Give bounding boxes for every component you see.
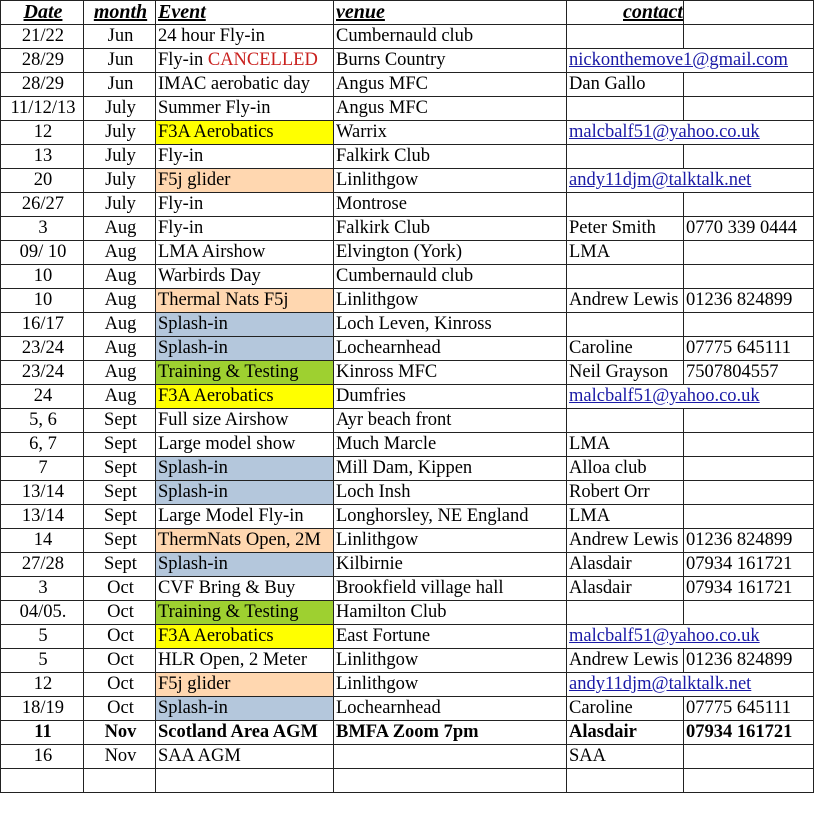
cell-contact: Neil Grayson bbox=[567, 361, 684, 385]
cell-event bbox=[156, 49, 334, 73]
cell-date: 16/17 bbox=[1, 313, 84, 337]
cell-month: Aug bbox=[84, 313, 156, 337]
table-row bbox=[1, 385, 814, 409]
cell-venue: Burns Country bbox=[334, 49, 567, 73]
cell-contact: Dan Gallo bbox=[567, 73, 684, 97]
cell-contact bbox=[567, 265, 684, 289]
cell-contact: LMA bbox=[567, 505, 684, 529]
cell-month: Sept bbox=[84, 457, 156, 481]
cell-contact: SAA bbox=[567, 745, 684, 769]
table-row bbox=[1, 73, 814, 97]
email-link[interactable]: malcbalf51@yahoo.co.uk bbox=[567, 385, 684, 409]
header-phone bbox=[684, 1, 814, 25]
cell-venue: Linlithgow bbox=[334, 649, 567, 673]
cell-venue: Loch Insh bbox=[334, 481, 567, 505]
cell-event: Fly-in bbox=[156, 193, 334, 217]
table-row bbox=[1, 457, 814, 481]
cell-phone: 01236 824899 bbox=[684, 529, 814, 553]
cell-event: Splash-in bbox=[156, 697, 334, 721]
cell-contact: LMA bbox=[567, 241, 684, 265]
cell-contact bbox=[567, 145, 684, 169]
cell-month: Oct bbox=[84, 697, 156, 721]
cell-date: 13/14 bbox=[1, 505, 84, 529]
cell-contact: Andrew Lewis bbox=[567, 649, 684, 673]
cell-contact: Alasdair bbox=[567, 577, 684, 601]
table-row bbox=[1, 361, 814, 385]
cell-event: Splash-in bbox=[156, 457, 334, 481]
table-row bbox=[1, 481, 814, 505]
cell-venue: Warrix bbox=[334, 121, 567, 145]
cell-contact bbox=[567, 769, 684, 793]
cell-date: 11 bbox=[1, 721, 84, 745]
cell-date: 28/29 bbox=[1, 73, 84, 97]
table-row bbox=[1, 289, 814, 313]
cell-venue: Cumbernauld club bbox=[334, 25, 567, 49]
cell-phone bbox=[684, 505, 814, 529]
cell-month: Nov bbox=[84, 745, 156, 769]
table-row bbox=[1, 169, 814, 193]
cell-date: 13 bbox=[1, 145, 84, 169]
cell-month: Aug bbox=[84, 217, 156, 241]
cell-date: 3 bbox=[1, 217, 84, 241]
cell-venue: BMFA Zoom 7pm bbox=[334, 721, 567, 745]
cell-event: ThermNats Open, 2M bbox=[156, 529, 334, 553]
cell-venue: Kilbirnie bbox=[334, 553, 567, 577]
cell-venue: Angus MFC bbox=[334, 97, 567, 121]
cell-contact: LMA bbox=[567, 433, 684, 457]
table-row bbox=[1, 49, 814, 73]
cell-event: F3A Aerobatics bbox=[156, 121, 334, 145]
table-row bbox=[1, 505, 814, 529]
cell-date: 23/24 bbox=[1, 361, 84, 385]
table-row bbox=[1, 313, 814, 337]
cell-month: Oct bbox=[84, 601, 156, 625]
cell-date: 09/ 10 bbox=[1, 241, 84, 265]
cell-month: July bbox=[84, 121, 156, 145]
cell-venue: Longhorsley, NE England bbox=[334, 505, 567, 529]
cell-month: Nov bbox=[84, 721, 156, 745]
cell-month: Sept bbox=[84, 505, 156, 529]
cell-venue: Linlithgow bbox=[334, 529, 567, 553]
cell-event: LMA Airshow bbox=[156, 241, 334, 265]
table-row bbox=[1, 769, 814, 793]
cell-event: Splash-in bbox=[156, 481, 334, 505]
cell-event: IMAC aerobatic day bbox=[156, 73, 334, 97]
table-row bbox=[1, 529, 814, 553]
cell-date: 14 bbox=[1, 529, 84, 553]
cell-event: F3A Aerobatics bbox=[156, 625, 334, 649]
cell-phone: 01236 824899 bbox=[684, 289, 814, 313]
cell-date: 12 bbox=[1, 121, 84, 145]
cell-month bbox=[84, 769, 156, 793]
table-row bbox=[1, 697, 814, 721]
cancelled-label: CANCELLED bbox=[207, 50, 318, 70]
cell-month: July bbox=[84, 145, 156, 169]
cell-venue: Much Marcle bbox=[334, 433, 567, 457]
cell-event: Warbirds Day bbox=[156, 265, 334, 289]
cell-phone bbox=[684, 745, 814, 769]
cell-phone bbox=[684, 241, 814, 265]
cell-phone: 7507804557 bbox=[684, 361, 814, 385]
cell-date: 11/12/13 bbox=[1, 97, 84, 121]
cell-contact bbox=[567, 193, 684, 217]
cell-event: Full size Airshow bbox=[156, 409, 334, 433]
cell-contact: Robert Orr bbox=[567, 481, 684, 505]
cell-contact: Alasdair bbox=[567, 553, 684, 577]
cell-venue: Falkirk Club bbox=[334, 217, 567, 241]
email-link[interactable]: andy11djm@talktalk.net bbox=[567, 169, 684, 193]
cell-event: Large Model Fly-in bbox=[156, 505, 334, 529]
cell-venue bbox=[334, 745, 567, 769]
cell-venue: Montrose bbox=[334, 193, 567, 217]
cell-date: 5 bbox=[1, 625, 84, 649]
table-row bbox=[1, 649, 814, 673]
cell-event: Thermal Nats F5j bbox=[156, 289, 334, 313]
cell-venue: Falkirk Club bbox=[334, 145, 567, 169]
cell-phone bbox=[684, 601, 814, 625]
table-row bbox=[1, 25, 814, 49]
cell-event: F5j glider bbox=[156, 169, 334, 193]
cell-phone: 0770 339 0444 bbox=[684, 217, 814, 241]
cell-venue: Linlithgow bbox=[334, 169, 567, 193]
cell-phone bbox=[684, 25, 814, 49]
cell-venue: Elvington (York) bbox=[334, 241, 567, 265]
cell-contact bbox=[567, 409, 684, 433]
cell-event: Training & Testing bbox=[156, 601, 334, 625]
cell-contact bbox=[567, 25, 684, 49]
cell-event: CVF Bring & Buy bbox=[156, 577, 334, 601]
cell-venue: Lochearnhead bbox=[334, 697, 567, 721]
header-month: month bbox=[84, 1, 156, 25]
cell-month: Aug bbox=[84, 361, 156, 385]
cell-month: July bbox=[84, 97, 156, 121]
cell-date: 7 bbox=[1, 457, 84, 481]
table-row bbox=[1, 745, 814, 769]
cell-month: Sept bbox=[84, 553, 156, 577]
cell-contact: Andrew Lewis bbox=[567, 529, 684, 553]
cell-date: 6, 7 bbox=[1, 433, 84, 457]
cell-event: Splash-in bbox=[156, 553, 334, 577]
cell-date: 16 bbox=[1, 745, 84, 769]
table-row bbox=[1, 673, 814, 697]
cell-phone bbox=[684, 481, 814, 505]
cell-phone bbox=[684, 457, 814, 481]
cell-event: Splash-in bbox=[156, 313, 334, 337]
cell-date: 28/29 bbox=[1, 49, 84, 73]
cell-date: 27/28 bbox=[1, 553, 84, 577]
email-link[interactable]: nickonthemove1@gmail.com bbox=[567, 49, 684, 73]
cell-date: 18/19 bbox=[1, 697, 84, 721]
cell-venue: Ayr beach front bbox=[334, 409, 567, 433]
email-link[interactable]: andy11djm@talktalk.net bbox=[567, 673, 684, 697]
cell-month: Sept bbox=[84, 529, 156, 553]
cell-phone: 07934 161721 bbox=[684, 553, 814, 577]
cell-event: SAA AGM bbox=[156, 745, 334, 769]
cell-venue: Angus MFC bbox=[334, 73, 567, 97]
cell-event: HLR Open, 2 Meter bbox=[156, 649, 334, 673]
cell-contact: Caroline bbox=[567, 697, 684, 721]
cell-month: Sept bbox=[84, 481, 156, 505]
cell-month: Aug bbox=[84, 241, 156, 265]
cell-venue: Hamilton Club bbox=[334, 601, 567, 625]
cell-venue: Linlithgow bbox=[334, 673, 567, 697]
cell-month: Oct bbox=[84, 649, 156, 673]
cell-event bbox=[156, 769, 334, 793]
cell-date: 04/05. bbox=[1, 601, 84, 625]
cell-venue: Dumfries bbox=[334, 385, 567, 409]
table-row bbox=[1, 145, 814, 169]
cell-date: 21/22 bbox=[1, 25, 84, 49]
cell-month: Aug bbox=[84, 385, 156, 409]
cell-event: Large model show bbox=[156, 433, 334, 457]
table-row bbox=[1, 577, 814, 601]
cell-venue bbox=[334, 769, 567, 793]
cell-phone bbox=[684, 193, 814, 217]
event-label: Fly-in bbox=[158, 50, 204, 70]
cell-date: 12 bbox=[1, 673, 84, 697]
cell-contact: Alloa club bbox=[567, 457, 684, 481]
cell-month: Oct bbox=[84, 673, 156, 697]
cell-date: 24 bbox=[1, 385, 84, 409]
cell-venue: Mill Dam, Kippen bbox=[334, 457, 567, 481]
cell-venue: Brookfield village hall bbox=[334, 577, 567, 601]
table-row bbox=[1, 265, 814, 289]
cell-event: F3A Aerobatics bbox=[156, 385, 334, 409]
cell-contact: Andrew Lewis bbox=[567, 289, 684, 313]
header-event: Event bbox=[156, 1, 334, 25]
cell-phone bbox=[684, 433, 814, 457]
cell-phone: 07775 645111 bbox=[684, 337, 814, 361]
cell-contact bbox=[567, 97, 684, 121]
cell-date: 10 bbox=[1, 265, 84, 289]
cell-phone: 07775 645111 bbox=[684, 697, 814, 721]
cell-date: 3 bbox=[1, 577, 84, 601]
table-row bbox=[1, 625, 814, 649]
table-row bbox=[1, 601, 814, 625]
cell-contact bbox=[567, 313, 684, 337]
cell-venue: Kinross MFC bbox=[334, 361, 567, 385]
email-link[interactable]: malcbalf51@yahoo.co.uk bbox=[567, 121, 684, 145]
header-date: Date bbox=[1, 1, 84, 25]
cell-phone: 07934 161721 bbox=[684, 721, 814, 745]
cell-month: Jun bbox=[84, 73, 156, 97]
cell-phone bbox=[684, 313, 814, 337]
header-contact: contact bbox=[567, 1, 684, 25]
table-row bbox=[1, 193, 814, 217]
cell-event: Summer Fly-in bbox=[156, 97, 334, 121]
cell-month: Jun bbox=[84, 25, 156, 49]
cell-date: 13/14 bbox=[1, 481, 84, 505]
cell-month: Aug bbox=[84, 265, 156, 289]
table-row bbox=[1, 121, 814, 145]
cell-phone: 07934 161721 bbox=[684, 577, 814, 601]
cell-month: Sept bbox=[84, 433, 156, 457]
cell-month: Sept bbox=[84, 409, 156, 433]
table-row bbox=[1, 337, 814, 361]
table-row bbox=[1, 217, 814, 241]
cell-event: 24 hour Fly-in bbox=[156, 25, 334, 49]
cell-contact: Alasdair bbox=[567, 721, 684, 745]
cell-month: Jun bbox=[84, 49, 156, 73]
table-row bbox=[1, 409, 814, 433]
table-row bbox=[1, 433, 814, 457]
cell-phone: 01236 824899 bbox=[684, 649, 814, 673]
cell-venue: Lochearnhead bbox=[334, 337, 567, 361]
cell-date: 23/24 bbox=[1, 337, 84, 361]
cell-event: F5j glider bbox=[156, 673, 334, 697]
cell-phone bbox=[684, 73, 814, 97]
cell-venue: Cumbernauld club bbox=[334, 265, 567, 289]
cell-event: Training & Testing bbox=[156, 361, 334, 385]
cell-month: Oct bbox=[84, 625, 156, 649]
cell-month: Aug bbox=[84, 337, 156, 361]
cell-month: July bbox=[84, 169, 156, 193]
cell-month: July bbox=[84, 193, 156, 217]
header-row bbox=[1, 1, 814, 25]
cell-date bbox=[1, 769, 84, 793]
cell-phone bbox=[684, 409, 814, 433]
cell-date: 10 bbox=[1, 289, 84, 313]
cell-phone bbox=[684, 145, 814, 169]
table-row bbox=[1, 241, 814, 265]
cell-contact: Peter Smith bbox=[567, 217, 684, 241]
cell-phone bbox=[684, 769, 814, 793]
cell-contact: Caroline bbox=[567, 337, 684, 361]
cell-venue: Linlithgow bbox=[334, 289, 567, 313]
cell-phone bbox=[684, 97, 814, 121]
table-row bbox=[1, 97, 814, 121]
cell-event: Fly-in bbox=[156, 145, 334, 169]
email-link[interactable]: malcbalf51@yahoo.co.uk bbox=[567, 625, 684, 649]
cell-month: Aug bbox=[84, 289, 156, 313]
cell-venue: East Fortune bbox=[334, 625, 567, 649]
events-body bbox=[1, 25, 814, 793]
cell-date: 5 bbox=[1, 649, 84, 673]
cell-phone bbox=[684, 265, 814, 289]
header-venue: venue bbox=[334, 1, 567, 25]
cell-contact bbox=[567, 601, 684, 625]
table-row bbox=[1, 553, 814, 577]
cell-date: 20 bbox=[1, 169, 84, 193]
cell-date: 5, 6 bbox=[1, 409, 84, 433]
cell-event: Fly-in bbox=[156, 217, 334, 241]
cell-event: Splash-in bbox=[156, 337, 334, 361]
table-row bbox=[1, 721, 814, 745]
cell-event: Scotland Area AGM bbox=[156, 721, 334, 745]
cell-venue: Loch Leven, Kinross bbox=[334, 313, 567, 337]
cell-date: 26/27 bbox=[1, 193, 84, 217]
cell-month: Oct bbox=[84, 577, 156, 601]
